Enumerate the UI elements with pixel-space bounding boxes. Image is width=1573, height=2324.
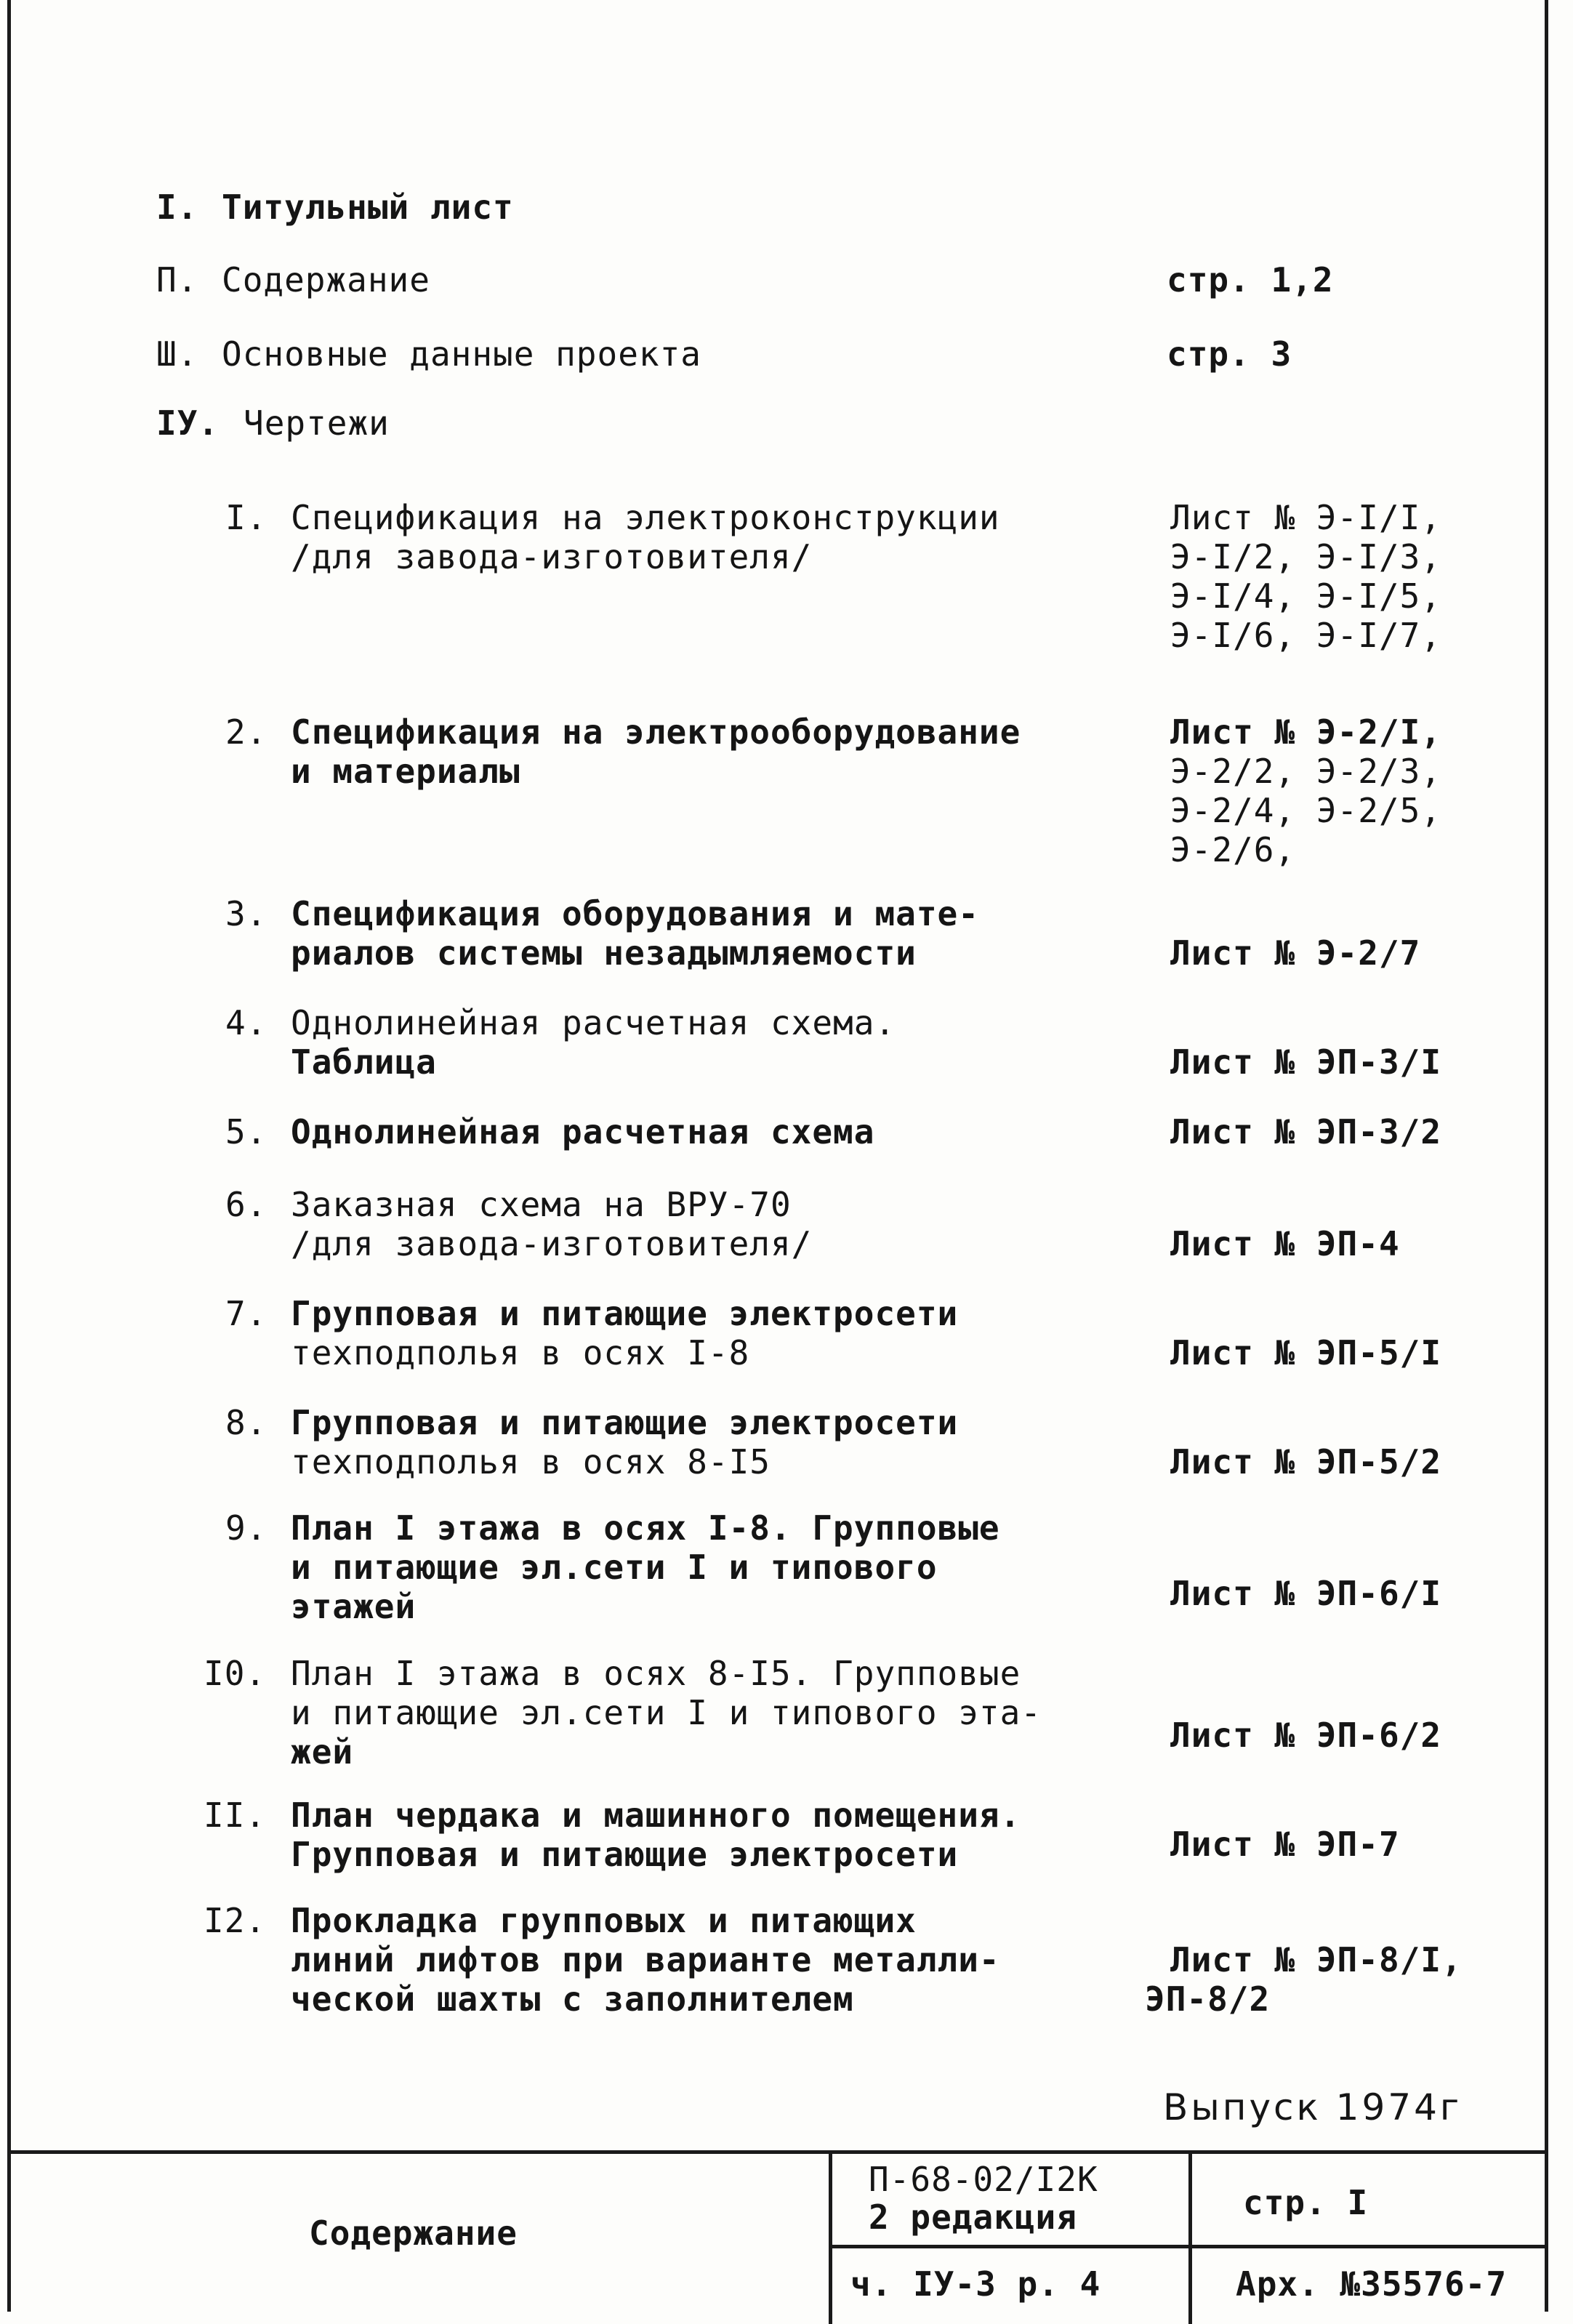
stamp-archive: Арх. №35576-7 [1236, 2264, 1508, 2304]
item-3-ref-1: Лист № Э-2/7 [1170, 933, 1421, 973]
item-11-ref-1: Лист № ЭП-7 [1170, 1825, 1400, 1864]
item-7-num: 7. [225, 1294, 267, 1333]
stamp-page: стр. I [1243, 2183, 1369, 2222]
stamp-code: П-68-02/I2К [869, 2160, 1098, 2199]
item-12-ref-1: Лист № ЭП-8/I, [1170, 1940, 1463, 1979]
item-2-line-2: и материалы [291, 752, 520, 791]
item-2-ref-2: Э-2/2, Э-2/3, [1170, 752, 1442, 791]
item-1-ref-3: Э-I/4, Э-I/5, [1170, 576, 1442, 616]
item-3-line-1: Спецификация оборудования и мате- [291, 894, 979, 933]
item-3-num: 3. [225, 894, 267, 933]
section-1-title: Титульный лист [222, 188, 514, 227]
item-6-line-1: Заказная схема на ВРУ-70 [291, 1185, 792, 1224]
title-block-divider [1188, 2154, 1192, 2324]
item-1-ref-4: Э-I/6, Э-I/7, [1170, 616, 1442, 655]
item-9-line-1: План I этажа в осях I-8. Групповые [291, 1508, 1000, 1548]
item-1-ref-1: Лист № Э-I/I, [1170, 498, 1442, 537]
item-9-ref-1: Лист № ЭП-6/I [1170, 1574, 1442, 1613]
item-2-ref-3: Э-2/4, Э-2/5, [1170, 791, 1442, 830]
item-4-line-1: Однолинейная расчетная схема. [291, 1003, 896, 1042]
item-11-line-1: План чердака и машинного помещения. [291, 1796, 1021, 1835]
item-1-ref-2: Э-I/2, Э-I/3, [1170, 537, 1442, 576]
item-6-ref-1: Лист № ЭП-4 [1170, 1224, 1400, 1263]
item-4-line-2: Таблица [291, 1042, 437, 1082]
title-block-divider [829, 2154, 832, 2324]
item-8-num: 8. [225, 1403, 267, 1442]
item-8-ref-1: Лист № ЭП-5/2 [1170, 1442, 1442, 1481]
item-5-line-1: Однолинейная расчетная схема [291, 1112, 875, 1151]
item-10-ref-1: Лист № ЭП-6/2 [1170, 1716, 1442, 1755]
item-12-ref-2: ЭП-8/2 [1145, 1979, 1271, 2019]
section-2-num: П. [156, 260, 198, 299]
item-5-num: 5. [225, 1112, 267, 1151]
item-2-num: 2. [225, 712, 267, 752]
item-1-line-2: /для завода-изготовителя/ [291, 537, 813, 576]
item-10-num: I0. [204, 1654, 267, 1693]
item-7-ref-1: Лист № ЭП-5/I [1170, 1333, 1442, 1372]
section-4-num: IУ. [156, 403, 220, 443]
item-11-line-2: Групповая и питающие электросети [291, 1835, 959, 1874]
section-4-title: Чертежи [244, 403, 390, 443]
item-12-line-1: Прокладка групповых и питающих [291, 1901, 917, 1940]
section-2-title: Содержание [222, 260, 430, 299]
item-7-line-1: Групповая и питающие электросети [291, 1294, 959, 1333]
item-8-line-2: техподполья в осях 8-I5 [291, 1442, 771, 1481]
release-note: Выпуск 1974г [1163, 2086, 1463, 2128]
item-6-num: 6. [225, 1185, 267, 1224]
item-8-line-1: Групповая и питающие электросети [291, 1403, 959, 1442]
item-12-line-3: ческой шахты с заполнителем [291, 1979, 854, 2019]
item-2-ref-1: Лист № Э-2/I, [1170, 712, 1442, 752]
item-4-num: 4. [225, 1003, 267, 1042]
section-3-page: стр. 3 [1167, 334, 1292, 374]
stamp-title: Содержание [309, 2214, 518, 2253]
item-11-num: II. [204, 1796, 267, 1835]
item-1-line-1: Спецификация на электроконструкции [291, 498, 1000, 537]
section-1-num: I. [156, 188, 198, 227]
title-block [7, 2150, 1548, 2320]
item-2-ref-4: Э-2/6, [1170, 830, 1296, 869]
item-9-line-3: этажей [291, 1587, 417, 1626]
section-3-num: Ш. [156, 334, 198, 374]
item-12-num: I2. [204, 1901, 267, 1940]
section-2-page: стр. 1,2 [1167, 260, 1334, 299]
item-5-ref-1: Лист № ЭП-3/2 [1170, 1112, 1442, 1151]
item-6-line-2: /для завода-изготовителя/ [291, 1224, 813, 1263]
item-4-ref-1: Лист № ЭП-3/I [1170, 1042, 1442, 1082]
item-3-line-2: риалов системы незадымляемости [291, 933, 917, 973]
item-9-line-2: и питающие эл.сети I и типового [291, 1548, 938, 1587]
stamp-part: ч. IУ-3 р. 4 [850, 2264, 1101, 2304]
item-10-line-3: жей [291, 1732, 354, 1772]
item-10-line-2: и питающие эл.сети I и типового эта- [291, 1693, 1042, 1732]
title-block-divider [829, 2245, 1548, 2248]
stamp-edition: 2 редакция [869, 2198, 1077, 2237]
item-9-num: 9. [225, 1508, 267, 1548]
item-1-num: I. [225, 498, 267, 537]
item-2-line-1: Спецификация на электрооборудование [291, 712, 1021, 752]
item-7-line-2: техподполья в осях I-8 [291, 1333, 750, 1372]
item-12-line-2: линий лифтов при варианте металли- [291, 1940, 1000, 1979]
section-3-title: Основные данные проекта [222, 334, 701, 374]
item-10-line-1: План I этажа в осях 8-I5. Групповые [291, 1654, 1021, 1693]
